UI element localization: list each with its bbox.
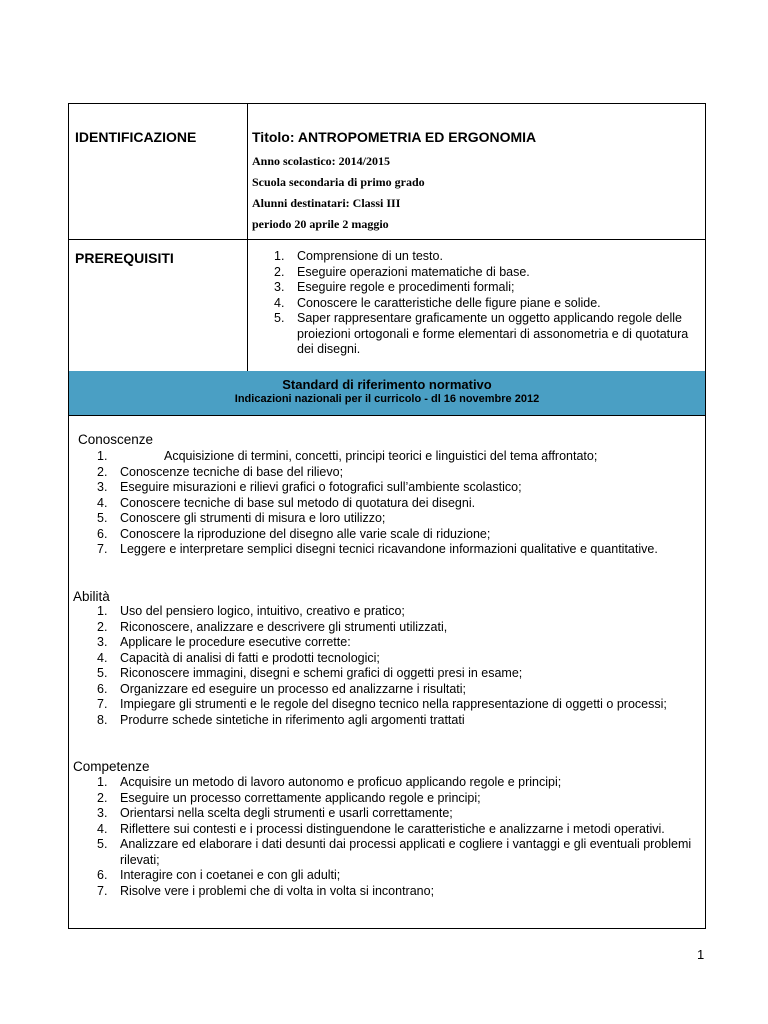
list-item: 3. Orientarsi nella scelta degli strumenti e usarli correttamente; <box>97 806 453 820</box>
list-item: 3. Applicare le procedure esecutive corrette: <box>97 635 351 649</box>
list-item: 1. Acquisire un metodo di lavoro autonomo e proficuo applicando regole e principi; <box>97 775 562 789</box>
list-item: 4. Riflettere sui contesti e i processi distinguendone le caratteristiche e analizzarne i metodi operativi. <box>97 821 665 836</box>
banner-title: Standard di riferimento normativo <box>282 377 492 392</box>
list-item: 3. Eseguire misurazioni e rilievi grafici o fotografici sull’ambiente scolastico; <box>97 480 522 494</box>
list-item: 1. Comprensione di un testo. <box>274 249 443 263</box>
list-item: 8. Produrre schede sintetiche in riferimento agli argomenti trattati <box>97 712 465 727</box>
lesson-plan-table <box>68 103 706 929</box>
page-number: 1 <box>697 947 705 962</box>
school-year: Anno scolastico: 2014/2015 <box>252 154 390 168</box>
list-item: 6. Organizzare ed eseguire un processo ed analizzarne i risultati; <box>97 681 467 696</box>
list-item: 6. Interagire con i coetanei e con gli adulti; <box>97 868 341 882</box>
prerequisites-label: PREREQUISITI <box>75 250 174 266</box>
abilita-list <box>69 604 699 728</box>
competenze-list <box>69 775 699 899</box>
period: periodo 20 aprile 2 maggio <box>252 217 389 231</box>
list-item: 1. Acquisizione di termini, concetti, principi teorici e linguistici del tema affrontato; <box>97 449 598 463</box>
list-item: 4. Conoscere tecniche di base sul metodo di quotatura dei disegni. <box>97 495 476 510</box>
school-level: Scuola secondaria di primo grado <box>252 175 425 189</box>
identification-label: IDENTIFICAZIONE <box>75 129 197 145</box>
conoscenze-list <box>69 449 699 558</box>
list-item: 2. Eseguire operazioni matematiche di base. <box>274 264 530 279</box>
list-item: 5. Saper rappresentare graficamente un oggetto applicando regole delle proiezioni ortogonali e forme elementari di assonometria e di quotatura dei disegni. <box>274 311 689 356</box>
list-item: 5. Conoscere gli strumenti di misura e loro utilizzo; <box>97 511 386 525</box>
list-item: 7. Risolve vere i problemi che di volta in volta si incontrano; <box>97 883 435 898</box>
column-divider <box>247 104 248 371</box>
list-item: 1. Uso del pensiero logico, intuitivo, creativo e pratico; <box>97 604 405 618</box>
competenze-title: Competenze <box>73 759 150 774</box>
list-item: 2. Eseguire un processo correttamente applicando regole e principi; <box>97 790 481 805</box>
list-item: 7. Leggere e interpretare semplici disegni tecnici ricavandone informazioni qualitative e quantitative. <box>97 542 658 556</box>
list-item: 6. Conoscere la riproduzione del disegno alle varie scale di riduzione; <box>97 526 491 541</box>
unit-title: Titolo: ANTROPOMETRIA ED ERGONOMIA <box>252 129 537 145</box>
list-item: 3. Eseguire regole e procedimenti formali; <box>274 280 515 294</box>
list-item: 7. Impiegare gli strumenti e le regole del disegno tecnico nella rappresentazione di oggetti o processi; <box>97 697 667 711</box>
list-item: 2. Conoscenze tecniche di base del rilievo; <box>97 464 344 479</box>
target-students: Alunni destinatari: Classi III <box>252 196 401 210</box>
abilita-title: Abilità <box>73 589 110 604</box>
list-item: 5. Riconoscere immagini, disegni e schemi grafici di oggetti presi in esame; <box>97 666 523 680</box>
standards-banner <box>69 371 705 416</box>
conoscenze-title: Conoscenze <box>78 432 154 447</box>
list-item: 4. Capacità di analisi di fatti e prodotti tecnologici; <box>97 650 380 665</box>
list-item: 5. Analizzare ed elaborare i dati desunti dai processi applicati e cogliere i vantaggi e gli eventuali problemi rilevati; <box>97 837 692 867</box>
prerequisites-list <box>252 249 697 358</box>
list-item: 2. Riconoscere, analizzare e descrivere gli strumenti utilizzati, <box>97 619 448 634</box>
banner-subtitle: Indicazioni nazionali per il curricolo - dl 16 novembre 2012 <box>234 393 540 405</box>
list-item: 4. Conoscere le caratteristiche delle figure piane e solide. <box>274 295 601 310</box>
